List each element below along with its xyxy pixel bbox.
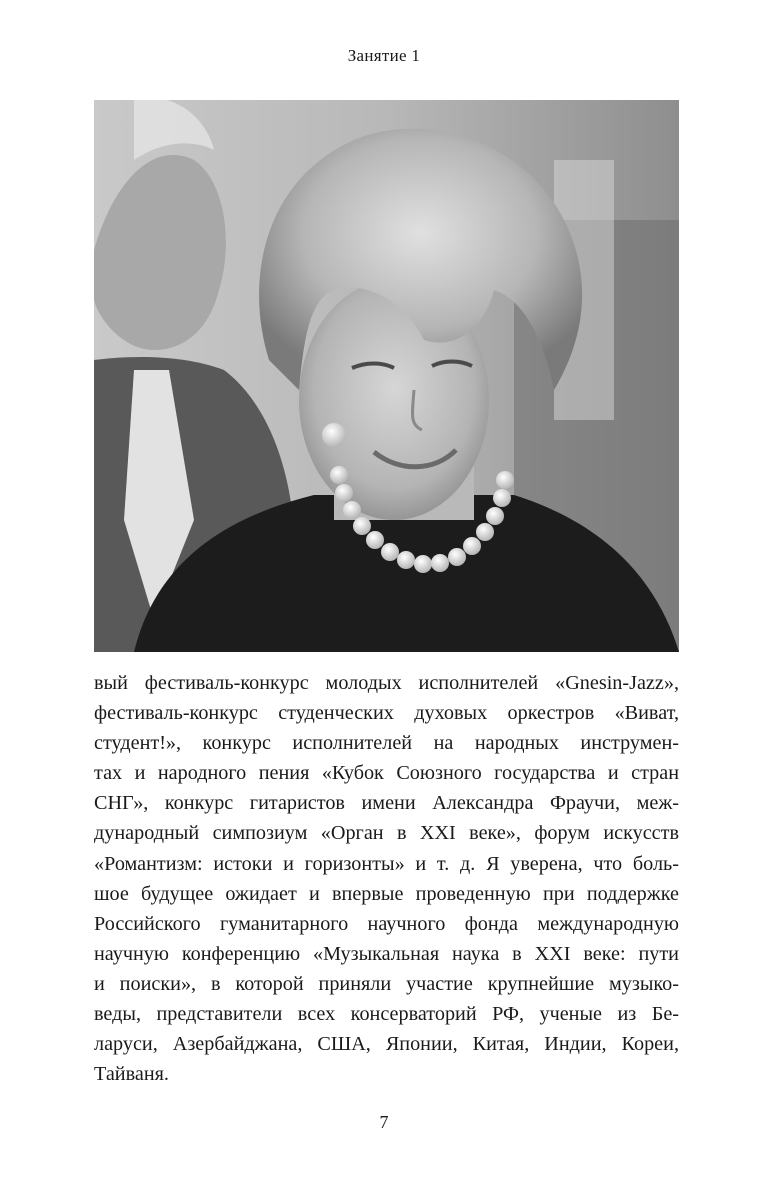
text-line: фестиваль-конкурс студенческих духовых оркестров «Виват, xyxy=(94,702,679,725)
photo-illustration xyxy=(94,100,679,652)
text-line: Российского гуманитарного научного фонда международную xyxy=(94,912,679,935)
text-line: научную конференцию «Музыкальная наука в XXI веке: пути xyxy=(94,942,679,965)
text-line: студент!», конкурс исполнителей на народных инструмен- xyxy=(94,732,679,755)
text-line: «Романтизм: истоки и горизонты» и т. д. Я уверена, что боль- xyxy=(94,852,679,875)
running-header: Занятие 1 xyxy=(347,46,421,65)
text-line: шое будущее ожидает и впервые проведенную при поддержке xyxy=(94,882,679,905)
body-paragraph xyxy=(94,668,679,1089)
page-number: 7 xyxy=(379,1112,389,1132)
text-line: Тайваня. xyxy=(94,1063,169,1086)
text-line: СНГ», конкурс гитаристов имени Александра Фраучи, меж- xyxy=(94,792,679,815)
text-line: веды, представители всех консерваторий РФ, ученые из Бе- xyxy=(94,1003,679,1026)
text-line: тах и народного пения «Кубок Союзного государства и стран xyxy=(94,762,679,785)
text-line: и поиски», в которой приняли участие крупнейшие музыко- xyxy=(94,972,679,995)
text-line: дународный симпозиум «Орган в XXI веке», форум искусств xyxy=(94,822,679,845)
text-line: вый фестиваль-конкурс молодых исполнителей «Gnesin-Jazz», xyxy=(94,672,679,694)
text-line: ларуси, Азербайджана, США, Японии, Китая, Индии, Кореи, xyxy=(94,1033,679,1056)
portrait-photo xyxy=(94,100,679,652)
